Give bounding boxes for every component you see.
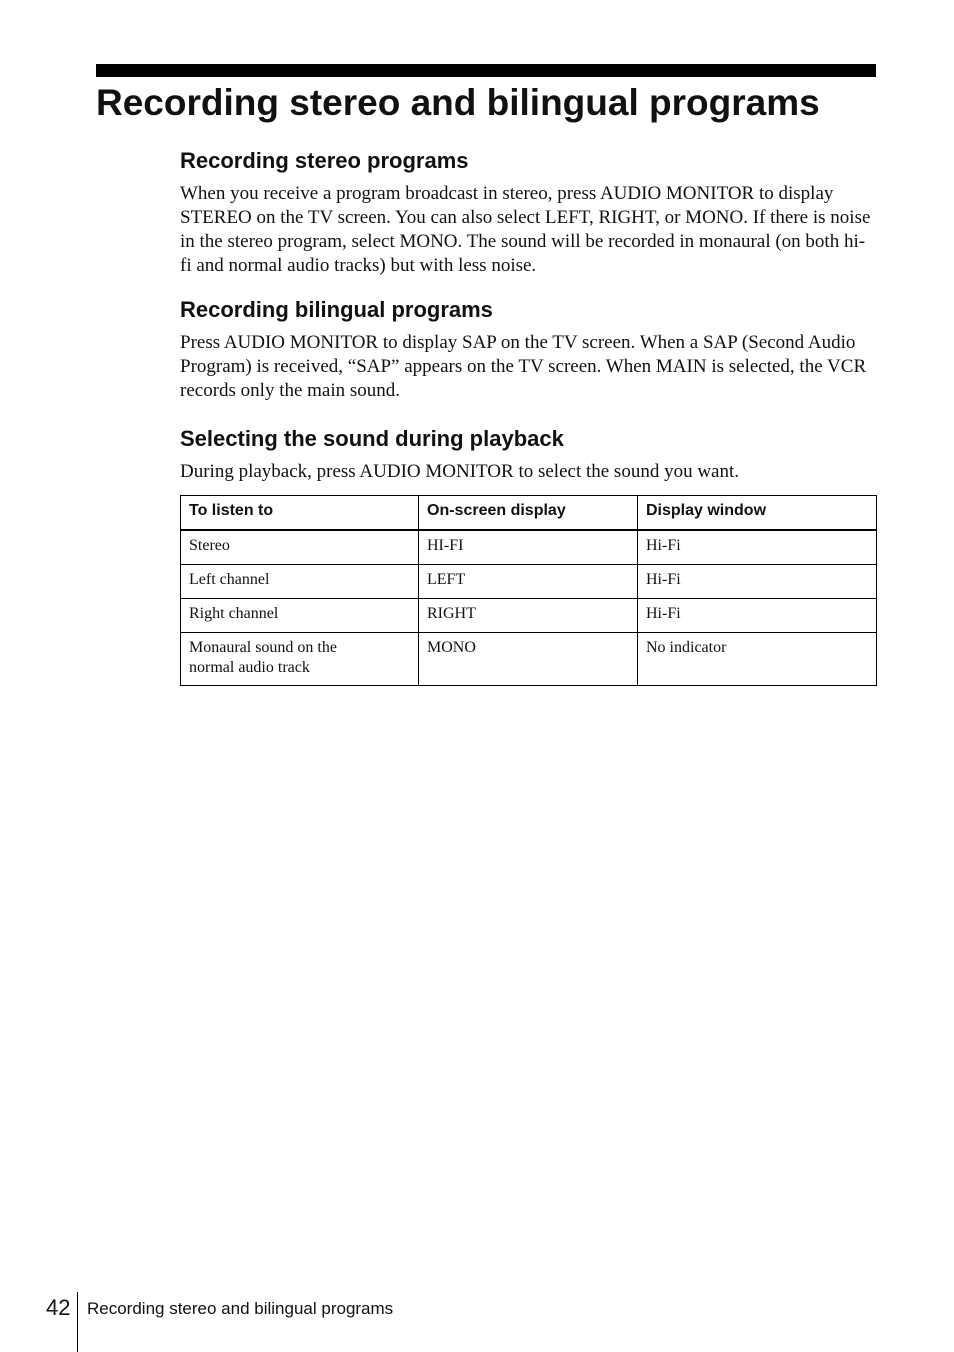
table-cell: RIGHT [419, 599, 638, 633]
section-paragraph: Press AUDIO MONITOR to display SAP on the TV screen. When a SAP (Second Audio Program) is received, “SAP” appears on the TV screen. When MAIN is selected, the VCR records only the main sound. [180, 332, 867, 401]
table-cell: Stereo [181, 530, 419, 565]
table-cell: No indicator [638, 633, 877, 686]
section-paragraph: When you receive a program broadcast in stereo, press AUDIO MONITOR to display STEREO on the TV screen. You can also select LEFT, RIGHT, or MONO. If there is noise in the stereo program, select MONO. The sound will be recorded in monaural (on both hi-fi and normal audio tracks) but with less noise. [180, 183, 871, 276]
section-bilingual [180, 295, 876, 403]
column-header-window: Display window [638, 496, 877, 531]
table-row [181, 599, 877, 633]
table-cell: Left channel [181, 565, 419, 599]
footer-divider [77, 1292, 78, 1352]
table-cell: Hi-Fi [638, 599, 877, 633]
table-row [181, 633, 877, 686]
table-cell: Monaural sound on the normal audio track [181, 633, 419, 686]
table-cell: Hi-Fi [638, 530, 877, 565]
page-number: 42 [46, 1295, 71, 1320]
column-header-onscreen: On-screen display [419, 496, 638, 531]
section-stereo [180, 146, 876, 278]
table-row [181, 565, 877, 599]
table-cell: LEFT [419, 565, 638, 599]
table-cell: Hi-Fi [638, 565, 877, 599]
table-cell: HI-FI [419, 530, 638, 565]
section-heading: Selecting the sound during playback [180, 426, 564, 451]
main-content [180, 146, 876, 686]
running-title: Recording stereo and bilingual programs [87, 1299, 394, 1318]
section-heading: Recording stereo programs [180, 148, 469, 173]
section-heading: Recording bilingual programs [180, 297, 493, 322]
section-paragraph: During playback, press AUDIO MONITOR to select the sound you want. [180, 461, 740, 482]
sound-options-table [180, 495, 877, 686]
table-cell: MONO [419, 633, 638, 686]
column-header-listen: To listen to [181, 496, 419, 531]
section-playback [180, 424, 876, 686]
page-footer [0, 1290, 954, 1352]
table-cell: Right channel [181, 599, 419, 633]
table-header-row [181, 496, 877, 531]
page-title: Recording stereo and bilingual programs [96, 82, 820, 123]
title-rule [96, 64, 876, 77]
table-row [181, 530, 877, 565]
